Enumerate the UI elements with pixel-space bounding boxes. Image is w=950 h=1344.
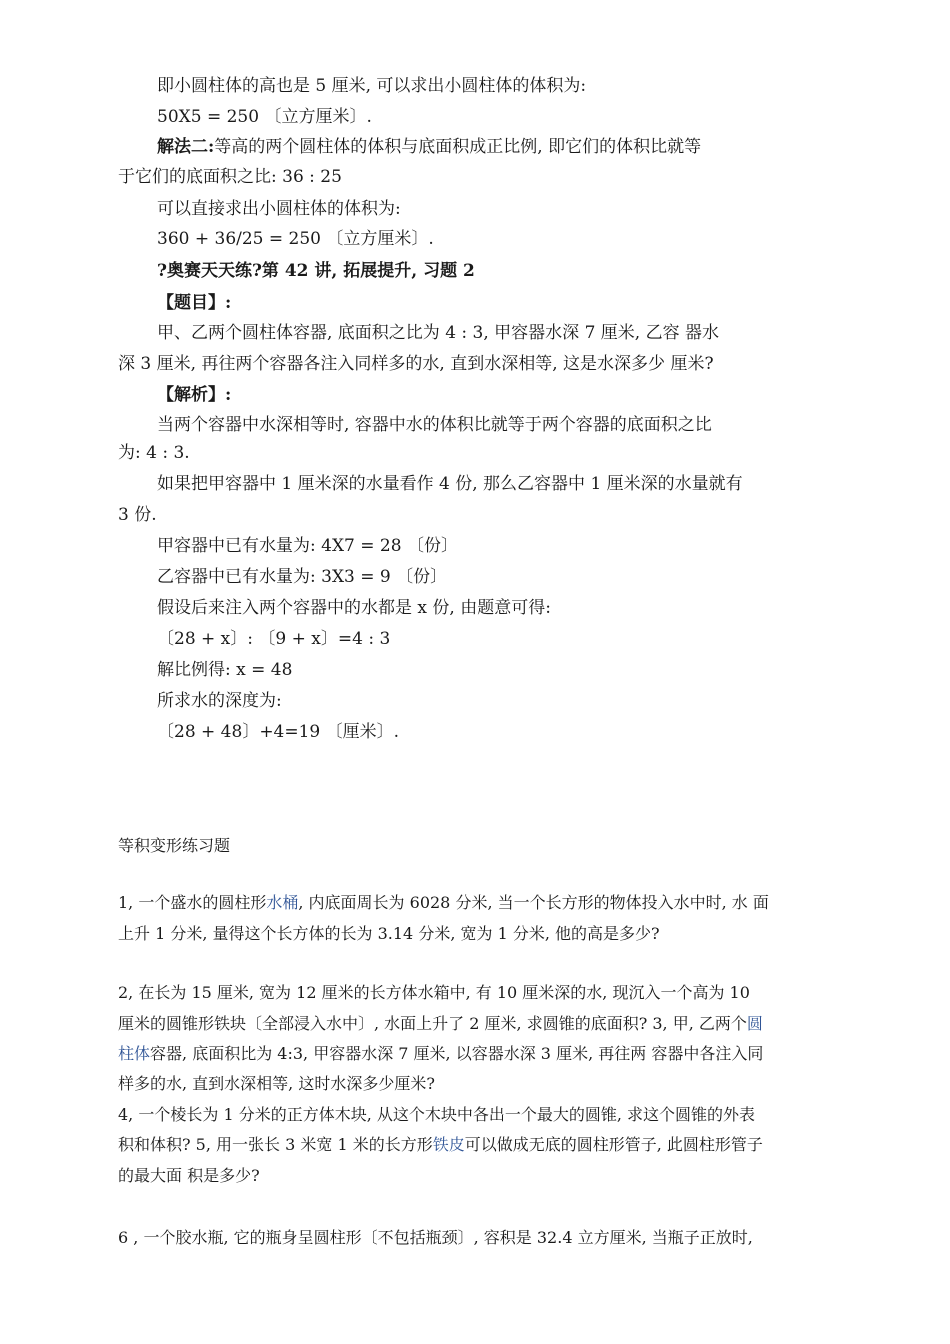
problem-text: 积和体积? 5, 用一张长 3 米宽 1 米的长方形	[118, 1135, 433, 1154]
text-line: 甲容器中已有水量为: 4X7 = 28 〔份〕	[157, 536, 458, 556]
text-line: 360 + 36/25 = 250 〔立方厘米〕.	[157, 229, 434, 249]
problem-text: 可以做成无底的圆柱形管子, 此圆柱形管子	[464, 1135, 763, 1154]
text-line: 所求水的深度为:	[157, 691, 282, 711]
problem-text: , 内底面周长为 6028 分米, 当一个长方形的物体投入水中时, 水 面	[298, 893, 769, 912]
problem-line	[118, 1043, 763, 1065]
text-line: 假设后来注入两个容器中的水都是 x 份, 由题意可得:	[157, 598, 551, 618]
keyword-link[interactable]: 柱体	[118, 1044, 151, 1063]
text-line: 乙容器中已有水量为: 3X3 = 9 〔份〕	[157, 567, 448, 587]
text-line: 3 份.	[118, 505, 157, 525]
method-two-text: 等高的两个圆柱体的体积与底面积成正比例, 即它们的体积比就等	[214, 137, 702, 157]
problem-line: 4, 一个棱长为 1 分米的正方体木块, 从这个木块中各出一个最大的圆锥, 求这个圆锥的外表	[118, 1105, 756, 1124]
problem-line	[118, 892, 769, 914]
problem-line: 上升 1 分米, 量得这个长方体的长为 3.14 分米, 宽为 1 分米, 他的高是多少?	[118, 924, 660, 943]
problem-line: 样多的水, 直到水深相等, 这时水深多少厘米?	[118, 1074, 435, 1093]
keyword-link[interactable]: 圆	[746, 1014, 763, 1033]
keyword-link[interactable]: 铁皮	[432, 1135, 465, 1154]
method-two-label: 解法二:	[157, 137, 215, 157]
text-line: 于它们的底面积之比: 36 : 25	[118, 167, 342, 187]
text-line: 如果把甲容器中 1 厘米深的水量看作 4 份, 那么乙容器中 1 厘米深的水量就有	[157, 474, 743, 494]
text-line: 深 3 厘米, 再往两个容器各注入同样多的水, 直到水深相等, 这是水深多少 厘米?	[118, 354, 714, 374]
text-line: 当两个容器中水深相等时, 容器中水的体积比就等于两个容器的底面积之比	[157, 415, 712, 435]
problem-line	[118, 1013, 763, 1035]
problem-line: 6 , 一个胶水瓶, 它的瓶身呈圆柱形〔不包括瓶颈〕, 容积是 32.4 立方厘米, 当瓶子正放时,	[118, 1228, 753, 1247]
text-line: 〔28 + 48〕+4=19 〔厘米〕.	[157, 722, 400, 742]
problem-text: 厘米的圆锥形铁块〔全部浸入水中〕, 水面上升了 2 厘米, 求圆锥的底面积? 3, 甲, 乙两个	[118, 1014, 747, 1033]
question-label: 【题目】:	[157, 293, 232, 313]
text-line: 解比例得: x = 48	[157, 660, 293, 680]
problem-line: 的最大面 积是多少?	[118, 1166, 260, 1185]
text-line: 甲、乙两个圆柱体容器, 底面积之比为 4 : 3, 甲容器水深 7 厘米, 乙容 器水	[157, 323, 720, 343]
text-line: 即小圆柱体的高也是 5 厘米, 可以求出小圆柱体的体积为:	[157, 76, 587, 96]
text-line	[157, 136, 701, 158]
text-line: 50X5 = 250 〔立方厘米〕.	[157, 107, 372, 127]
analysis-label: 【解析】:	[157, 385, 232, 405]
text-line: 可以直接求出小圆柱体的体积为:	[157, 199, 401, 219]
text-line: 〔28 + x〕: 〔9 + x〕=4 : 3	[157, 629, 391, 649]
problem-text: 1, 一个盛水的圆柱形	[118, 893, 267, 912]
problem-text: 容器, 底面积比为 4:3, 甲容器水深 7 厘米, 以容器水深 3 厘米, 再往两 容器中各注入同	[150, 1044, 764, 1063]
keyword-link[interactable]: 水桶	[266, 893, 299, 912]
section-heading: 等积变形练习题	[118, 836, 231, 855]
problem-line	[118, 1134, 763, 1156]
problem-line: 2, 在长为 15 厘米, 宽为 12 厘米的长方体水箱中, 有 10 厘米深的水, 现沉入一个高为 10	[118, 983, 750, 1002]
exercise-heading: ?奥赛天天练?第 42 讲, 拓展提升, 习题 2	[157, 261, 475, 281]
text-line: 为: 4 : 3.	[118, 443, 190, 463]
